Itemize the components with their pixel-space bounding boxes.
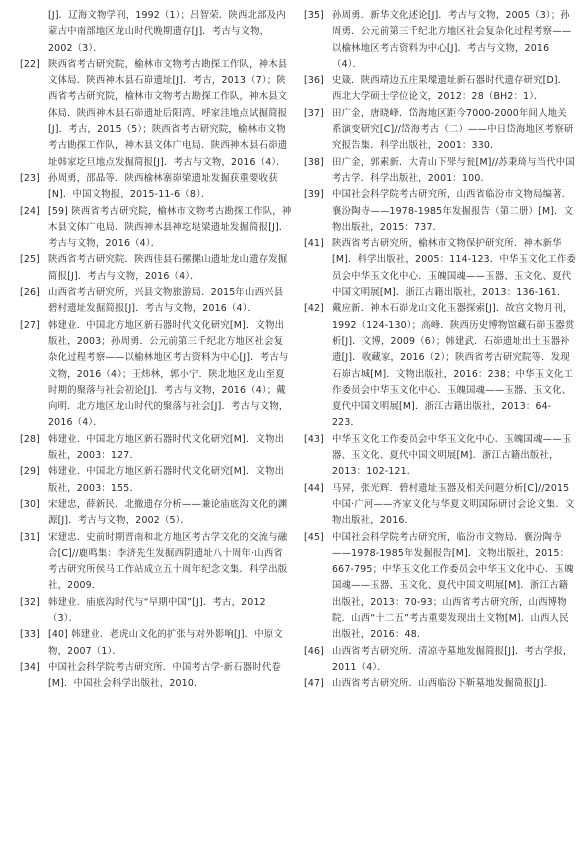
reference-entry — [20, 464, 292, 497]
reference-text: 陕西省考古研究所，榆林市文物保护研究所．神木新华[M]．科学出版社，2005：114-123．中华玉文化工作委员会中华玉文化中心．玉魄国魂——玉器、玉文化、夏代中国文明展[M]．浙江古籍出版社，2013：136-161． — [332, 238, 577, 299]
reference-number: [23] — [20, 172, 41, 184]
reference-entry — [304, 8, 576, 73]
reference-entry — [304, 236, 576, 301]
reference-number: [27] — [20, 319, 41, 331]
reference-number: [34] — [20, 661, 41, 673]
reference-entry — [20, 171, 292, 204]
reference-text: 中国社会科学院考古研究所，临汾市文物局．襄汾陶寺——1978-1985年发掘报告[M]．文物出版社，2015：667-795；中华玉文化工作委员会中华玉文化中心．玉魄国魂——玉器、玉文化、夏代中国文明展[M]．浙江古籍出版社，2013：70-93；山西省考古研究所，山西博物院．山西“十二五”考古重要发现出土文物[M]．山西人民出版社，2016：48． — [332, 531, 574, 641]
reference-entry — [304, 530, 576, 644]
reference-number: [35] — [304, 10, 325, 21]
reference-number: [25] — [20, 254, 41, 266]
reference-number: [28] — [20, 433, 41, 445]
reference-entry — [20, 660, 292, 693]
reference-entry — [304, 481, 576, 530]
reference-text: 宋建忠．史前时期晋南和北方地区考古学文化的交流与融合[C]//鹿鸣集：李济先生发掘西阴遗址八十周年·山西省考古研究所侯马工作站成立五十周年纪念文集．科学出版社，2009． — [48, 531, 288, 592]
reference-text: [40] 韩建业．老虎山文化的扩张与对外影响[J]．中原文物，2007（1）． — [48, 629, 283, 657]
left-column — [20, 8, 292, 848]
reference-entry — [20, 318, 292, 432]
reference-text: 史箴．陕西靖边五庄果墚遗址新石器时代遗存研究[D]．西北大学硕士学位论文，2012：28（BH2：1）． — [332, 75, 568, 103]
reference-number: [42] — [304, 303, 325, 315]
reference-number: [33] — [20, 629, 41, 641]
reference-text: 田广金，郭素新．大青山下斝与瓮[M]//苏秉琦与当代中国考古学．科学出版社，2001：100． — [332, 156, 575, 184]
reference-text: 孙周勇，邵晶等．陕西榆林寨峁梁遗址发掘获重要收获[N]．中国文物报，2015-11-6（8）． — [48, 172, 278, 201]
reference-text: 韩建业．中国北方地区新石器时代文化研究[M]．文物出版社，2003：155． — [48, 466, 285, 494]
reference-text: 中国社会科学院考古研究所．中国考古学·新石器时代卷[M]．中国社会科学出版社，2010． — [48, 661, 281, 690]
reference-number: [30] — [20, 498, 41, 510]
reference-number: [32] — [20, 596, 41, 608]
reference-entry — [304, 676, 576, 692]
reference-number: [38] — [304, 156, 325, 168]
reference-text: 马昇，张光辉．碧村遗址玉器及相关问题分析[C]//2015中国·广河——齐家文化与华夏文明国际研讨会论文集．文物出版社，2016． — [332, 482, 575, 527]
reference-entry — [304, 187, 576, 236]
reference-entry — [20, 252, 292, 285]
reference-text: 孙周勇．新华文化述论[J]．考古与文物，2005（3）；孙周勇．公元前第三千纪北方地区社会复杂化过程考察——以榆林地区考古资料为中心[J]．考古与文物，2016（4）． — [332, 10, 572, 70]
reference-text: 山西省考古研究所．山西临汾下靳墓地发掘简报[J]． — [332, 678, 554, 690]
reference-text: 韩建业．庙底沟时代与“早期中国”[J]．考古，2012（3）． — [48, 596, 266, 624]
reference-number: [46] — [304, 645, 325, 657]
reference-entry — [20, 57, 292, 171]
reference-text: 中华玉文化工作委员会中华玉文化中心．玉魄国魂——玉器、玉文化、夏代中国文明展[M]．浙江古籍出版社，2013：102-121． — [332, 433, 572, 478]
reference-text: 陕西省考古研究院，榆林市文物考古勘探工作队，神木县文体局．陕西神木县石峁遗址[J]．考古，2013（7）；陕西省考古研究院，榆林市文物考古勘探工作队，神木县文体局．陕西神木县石峁遗址后阳湾、呼家洼地点试掘简报[J]．考古，2015（5）；陕西省考古研究院，榆林市文物考古勘探工作队，神木县文体广电局．陕西神木县石峁遗址韩家圪旦地点发掘简报[J]．考古与文物，2016（4）． — [48, 58, 288, 168]
reference-entry — [20, 497, 292, 530]
reference-number: [39] — [304, 189, 325, 201]
reference-entry — [20, 627, 292, 660]
reference-entry — [304, 644, 576, 677]
reference-text: 韩建业．中国北方地区新石器时代文化研究[M]．文物出版社，2003：127． — [48, 433, 285, 462]
reference-text: 韩建业．中国北方地区新石器时代文化研究[M]．文物出版社，2003；孙周勇．公元前第三千纪北方地区社会复杂化过程考察——以榆林地区考古资料为中心[J]．考古与文物，2016（4）；王炜林，郭小宁．陕北地区龙山至夏时期的聚落与社会初论[J]．考古与文物，2016（4）；戴向明．北方地区龙山时代的聚落与社会[J]．考古与文物，2016（4）． — [48, 319, 289, 429]
reference-entry — [304, 106, 576, 155]
reference-text: [J]．辽海文物学刊，1992（1）；吕智荣．陕西北部及内蒙古中南部地区龙山时代晚期遗存[J]．考古与文物，2002（3）． — [48, 10, 286, 54]
reference-text: 山西省考古研究所．清凉寺墓地发掘简报[J]．考古学报，2011（4）． — [332, 645, 573, 673]
reference-number: [43] — [304, 433, 325, 445]
reference-entry — [304, 432, 576, 481]
reference-text: 戴应新．神木石峁龙山文化玉器探索[J]．故宫文物月刊，1992（124-130）；高峰．陕西历史博物馆藏石峁玉器赏析[J]．文博，2009（6）；韩建武．石峁遗址出土玉器补遗[J]．收藏家，2016（2）；陕西省考古研究院等．发现石峁古城[M]．文物出版社，2016：238；中华玉文化工作委员会中华玉文化中心．玉魄国魂——玉器、玉文化、夏代中国文明展[M]．浙江古籍出版社，2013：64-223． — [332, 303, 575, 429]
reference-entry — [20, 595, 292, 628]
reference-entry — [20, 204, 292, 253]
reference-entry — [20, 530, 292, 595]
reference-text: [59] 陕西省考古研究院，榆林市文物考古勘探工作队，神木县文体广电局．陕西神木县神圪垯梁遗址发掘简报[J]．考古与文物，2016（4）． — [48, 205, 292, 250]
reference-entry — [20, 8, 292, 57]
reference-text: 中国社会科学院考古研究所，山西省临汾市文物局编著．襄汾陶寺——1978-1985年发掘报告（第二册）[M]．文物出版社，2015：737． — [332, 189, 574, 233]
reference-entry — [20, 285, 292, 318]
reference-number: [26] — [20, 287, 41, 299]
reference-number: [29] — [20, 466, 41, 478]
reference-entry — [304, 301, 576, 431]
reference-text: 田广金，唐晓峰．岱海地区距今7000-2000年间人地关系演变研究[C]//岱海考古（二）——中日岱海地区考察研究报告集．科学出版社，2001：330． — [332, 107, 574, 152]
reference-number: [45] — [304, 531, 325, 543]
reference-entry — [20, 432, 292, 465]
reference-text: 陕西省考古研究院．陕西佳县石摞摞山遗址龙山遗存发掘简报[J]．考古与文物，2016（4）． — [48, 254, 288, 282]
reference-number: [44] — [304, 482, 325, 494]
reference-text: 山西省考古研究所，兴县文物旅游局．2015年山西兴县碧村遗址发掘简报[J]．考古与文物，2016（4）． — [48, 287, 284, 315]
reference-text: 宋建忠，薛新民．北撤遗存分析——兼论庙底沟文化的渊源[J]．考古与文物，2002（5）． — [48, 498, 288, 527]
reference-number: [24] — [20, 205, 41, 217]
reference-entry — [304, 73, 576, 106]
reference-number: [37] — [304, 107, 325, 119]
reference-number: [31] — [20, 531, 41, 543]
reference-number: [47] — [304, 678, 325, 690]
reference-number: [36] — [304, 75, 325, 87]
reference-number: [41] — [304, 238, 325, 250]
reference-number: [22] — [20, 58, 41, 70]
right-column — [304, 8, 576, 848]
reference-entry — [304, 155, 576, 188]
